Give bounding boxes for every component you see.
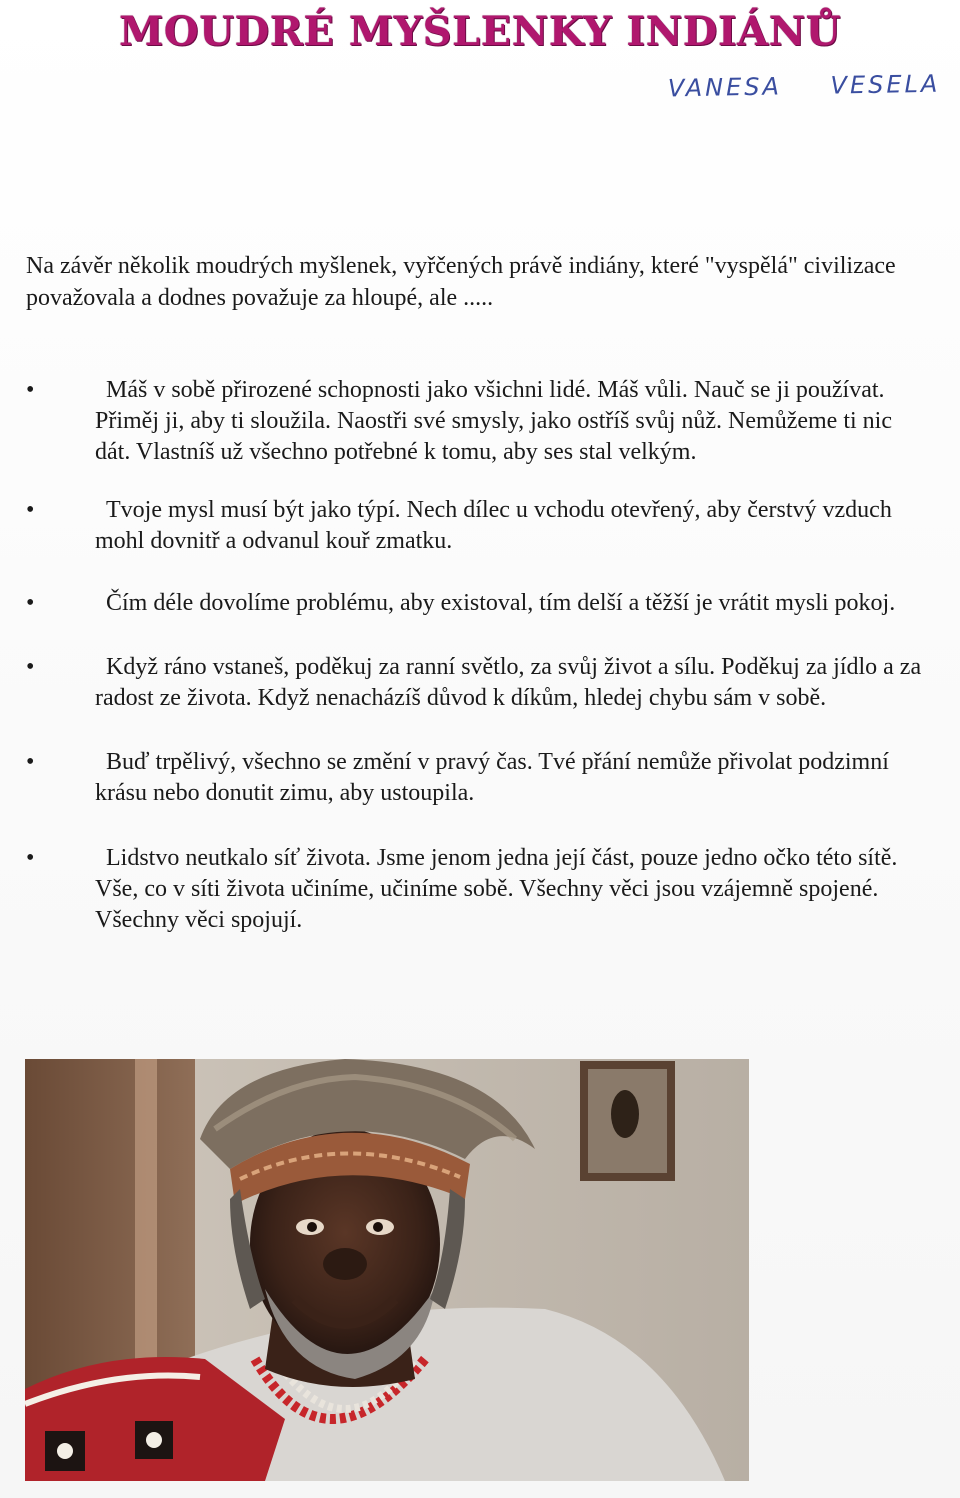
quote-item [26, 843, 926, 936]
bullet-icon: • [26, 845, 35, 871]
quotes-list [26, 375, 926, 936]
page-title: MOUDRÉ MYŠLENKY INDIÁNŮ [118, 8, 842, 55]
signature-last-name: VESELA [830, 69, 941, 100]
portrait-photo [25, 1059, 749, 1481]
quote-text: Máš v sobě přirozené schopnosti jako všichni lidé. Máš vůli. Nauč se ji používat. Přiměj ji, aby ti sloužila. Naostři své smysly, jako ostříš svůj nůž. Nemůžeme ti nic dát. Vlastníš už všechno potřebné k tomu, aby ses stal velkým. [95, 377, 892, 465]
quote-item [26, 495, 926, 557]
bullet-icon: • [26, 377, 35, 403]
quote-item [26, 652, 926, 714]
bullet-icon: • [26, 654, 35, 680]
quote-text: Když ráno vstaneš, poděkuj za ranní světlo, za svůj život a sílu. Poděkuj za jídlo a za radost ze života. Když nenacházíš důvod k díkům, hledej chybu sám v sobě. [95, 654, 922, 711]
bullet-icon: • [26, 590, 35, 616]
quote-item [26, 588, 926, 619]
quote-text: Čím déle dovolíme problému, aby existoval, tím delší a těžší je vrátit mysli pokoj. [106, 590, 896, 616]
quote-text: Lidstvo neutkalo síť života. Jsme jenom jedna její část, pouze jedno očko této sítě. Vše, co v síti života učiníme, učiníme sobě. Všechny věci jsou vzájemně spojené. Všechny věci spojují. [95, 845, 898, 933]
intro-paragraph: Na závěr několik moudrých myšlenek, vyřčených právě indiány, které "vyspělá" civilizace považovala a dodnes považuje za hloupé, ale ..... [26, 253, 896, 311]
bullet-icon: • [26, 497, 35, 523]
quote-item [26, 747, 926, 809]
handwritten-signature [668, 70, 949, 115]
portrait-photo-illustration [25, 1059, 749, 1481]
quote-text: Buď trpělivý, všechno se změní v pravý čas. Tvé přání nemůže přivolat podzimní krásu nebo donutit zimu, aby ustoupila. [95, 749, 889, 806]
quote-text: Tvoje mysl musí být jako týpí. Nech dílec u vchodu otevřený, aby čerstvý vzduch mohl dovnitř a odvanul kouř zmatku. [95, 497, 892, 554]
quote-item [26, 375, 926, 468]
bullet-icon: • [26, 749, 35, 775]
signature-first-name: VANESA [667, 72, 783, 103]
